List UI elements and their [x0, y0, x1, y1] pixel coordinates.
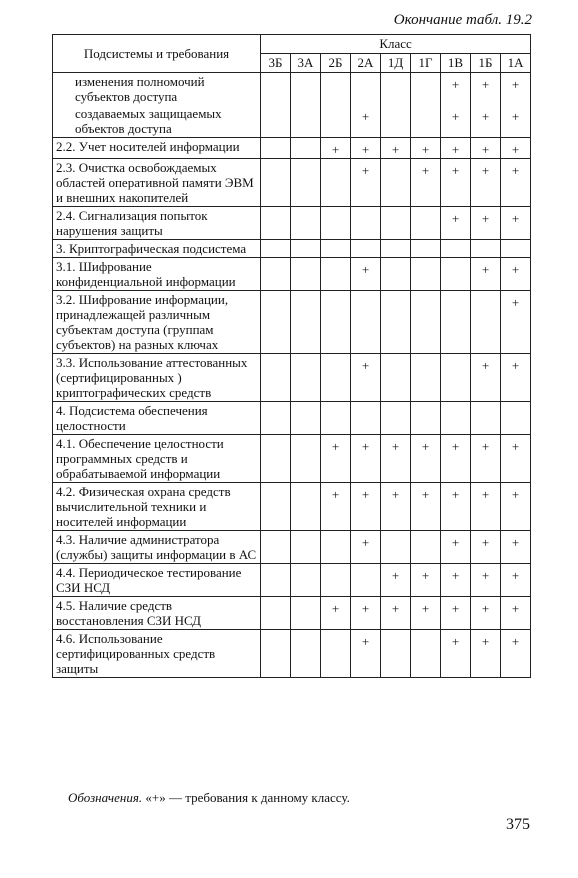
class-mark-cell: + [381, 597, 411, 630]
class-mark-cell: + [441, 483, 471, 531]
class-mark-cell [321, 354, 351, 402]
class-mark-cell: + [411, 597, 441, 630]
class-mark-cell [291, 564, 321, 597]
requirement-cell: 4. Подсистема обеспечения целостности [53, 402, 261, 435]
class-mark-cell [291, 138, 321, 159]
requirement-cell: 4.4. Периодическое тестирование СЗИ НСД [53, 564, 261, 597]
class-mark-cell: + [441, 531, 471, 564]
class-mark-cell: + [471, 258, 501, 291]
class-mark-cell [321, 240, 351, 258]
class-mark-cell [411, 73, 441, 106]
class-mark-cell [291, 258, 321, 291]
class-mark-cell [261, 73, 291, 106]
class-mark-cell: + [381, 138, 411, 159]
class-mark-cell [411, 291, 441, 354]
class-mark-cell [501, 240, 531, 258]
class-mark-cell: + [471, 73, 501, 106]
class-mark-cell [321, 258, 351, 291]
table-body [53, 73, 531, 678]
class-mark-cell: + [351, 435, 381, 483]
class-mark-cell [291, 531, 321, 564]
class-header-cell: 1В [441, 54, 471, 73]
class-mark-cell: + [471, 207, 501, 240]
class-mark-cell: + [471, 138, 501, 159]
table-row [53, 73, 531, 106]
class-mark-cell [471, 402, 501, 435]
class-mark-cell [411, 240, 441, 258]
class-mark-cell [291, 630, 321, 678]
class-mark-cell: + [501, 291, 531, 354]
page-number: 375 [506, 816, 530, 833]
class-mark-cell: + [471, 597, 501, 630]
class-mark-cell [381, 207, 411, 240]
class-mark-cell [261, 564, 291, 597]
class-mark-cell [321, 402, 351, 435]
class-mark-cell [381, 402, 411, 435]
class-mark-cell: + [321, 138, 351, 159]
requirement-cell: 2.3. Очистка освобождаемых областей оперативной памяти ЭВМ и внешних накопителей [53, 159, 261, 207]
table-row [53, 354, 531, 402]
class-mark-cell: + [381, 564, 411, 597]
class-mark-cell: + [501, 564, 531, 597]
class-mark-cell [411, 105, 441, 138]
class-mark-cell [291, 354, 321, 402]
class-mark-cell: + [351, 597, 381, 630]
class-mark-cell [441, 258, 471, 291]
class-mark-cell [351, 207, 381, 240]
class-mark-cell: + [351, 630, 381, 678]
class-mark-cell: + [441, 73, 471, 106]
table-row [53, 207, 531, 240]
table-row [53, 597, 531, 630]
class-mark-cell [291, 73, 321, 106]
class-header-cell: 3Б [261, 54, 291, 73]
class-mark-cell [441, 354, 471, 402]
class-mark-cell: + [351, 531, 381, 564]
class-mark-cell [261, 531, 291, 564]
requirement-cell: 4.5. Наличие средств восстановления СЗИ НСД [53, 597, 261, 630]
class-mark-cell [321, 105, 351, 138]
class-mark-cell [261, 138, 291, 159]
class-mark-cell [291, 402, 321, 435]
class-mark-cell: + [351, 159, 381, 207]
class-header-cell: 2А [351, 54, 381, 73]
class-mark-cell [261, 435, 291, 483]
class-mark-cell [351, 564, 381, 597]
table-row [53, 564, 531, 597]
class-mark-cell [381, 105, 411, 138]
class-mark-cell: + [471, 564, 501, 597]
class-mark-cell [321, 159, 351, 207]
table-row [53, 291, 531, 354]
class-mark-cell: + [471, 483, 501, 531]
class-mark-cell [261, 630, 291, 678]
class-mark-cell [471, 291, 501, 354]
class-mark-cell: + [411, 138, 441, 159]
class-mark-cell [381, 240, 411, 258]
class-mark-cell [321, 73, 351, 106]
class-mark-cell: + [501, 105, 531, 138]
class-mark-cell [351, 240, 381, 258]
class-mark-cell: + [501, 138, 531, 159]
class-mark-cell [321, 630, 351, 678]
class-mark-cell [291, 597, 321, 630]
requirement-cell: 3.3. Использование аттестованных (сертифицированных ) криптографических средств [53, 354, 261, 402]
class-mark-cell: + [441, 159, 471, 207]
class-mark-cell [381, 258, 411, 291]
class-mark-cell: + [411, 159, 441, 207]
class-mark-cell [261, 291, 291, 354]
requirement-cell: 4.2. Физическая охрана средств вычислительной техники и носителей информации [53, 483, 261, 531]
legend-text: «+» — требования к данному классу. [145, 790, 350, 805]
class-mark-cell: + [441, 207, 471, 240]
class-mark-cell: + [441, 105, 471, 138]
class-mark-cell: + [351, 483, 381, 531]
class-mark-cell: + [501, 207, 531, 240]
class-mark-cell: + [411, 564, 441, 597]
class-mark-cell: + [351, 138, 381, 159]
class-mark-cell [261, 258, 291, 291]
class-mark-cell: + [351, 258, 381, 291]
class-mark-cell: + [441, 435, 471, 483]
class-mark-cell: + [441, 138, 471, 159]
requirement-cell: 4.1. Обеспечение целостности программных средств и обрабатываемой информации [53, 435, 261, 483]
class-mark-cell [261, 354, 291, 402]
table-row [53, 159, 531, 207]
class-header-cell: 1А [501, 54, 531, 73]
class-mark-cell [381, 73, 411, 106]
requirement-cell: 2.4. Сигнализация попыток нарушения защиты [53, 207, 261, 240]
table-row [53, 105, 531, 138]
class-group-header: Класс [261, 35, 531, 54]
class-mark-cell: + [471, 630, 501, 678]
table-row [53, 531, 531, 564]
class-mark-cell [321, 291, 351, 354]
class-header-cell: 2Б [321, 54, 351, 73]
class-mark-cell [261, 207, 291, 240]
class-mark-cell: + [321, 483, 351, 531]
class-mark-cell [351, 291, 381, 354]
class-mark-cell [411, 207, 441, 240]
class-mark-cell: + [441, 564, 471, 597]
class-mark-cell [321, 207, 351, 240]
class-mark-cell [501, 402, 531, 435]
class-mark-cell [441, 291, 471, 354]
table-row [53, 138, 531, 159]
class-mark-cell [261, 402, 291, 435]
class-header-cell: 3А [291, 54, 321, 73]
class-mark-cell [261, 240, 291, 258]
requirement-cell: 4.3. Наличие администратора (службы) защиты информации в АС [53, 531, 261, 564]
class-mark-cell [471, 240, 501, 258]
class-mark-cell: + [471, 105, 501, 138]
class-header-cell: 1Д [381, 54, 411, 73]
table-row [53, 402, 531, 435]
class-mark-cell: + [501, 531, 531, 564]
class-mark-cell [291, 291, 321, 354]
class-mark-cell [441, 402, 471, 435]
table-caption: Окончание табл. 19.2 [393, 12, 532, 28]
table-row [53, 630, 531, 678]
class-mark-cell [381, 354, 411, 402]
table-row [53, 258, 531, 291]
requirement-cell: создаваемых защищаемых объектов доступа [53, 105, 261, 138]
class-mark-cell: + [411, 435, 441, 483]
class-mark-cell [381, 630, 411, 678]
requirements-column-header: Подсистемы и требования [53, 35, 261, 73]
class-mark-cell: + [471, 354, 501, 402]
class-mark-cell: + [381, 435, 411, 483]
legend-note [68, 790, 350, 806]
class-mark-cell: + [321, 597, 351, 630]
requirement-cell: изменения полномочий субъектов доступа [53, 73, 261, 106]
table-row [53, 240, 531, 258]
class-header-cell: 1Б [471, 54, 501, 73]
class-mark-cell [291, 159, 321, 207]
class-mark-cell [351, 73, 381, 106]
requirements-table [52, 34, 531, 678]
class-mark-cell: + [501, 630, 531, 678]
class-mark-cell [261, 159, 291, 207]
class-mark-cell: + [351, 105, 381, 138]
class-mark-cell: + [501, 258, 531, 291]
class-mark-cell [381, 531, 411, 564]
class-mark-cell [381, 291, 411, 354]
class-mark-cell: + [501, 435, 531, 483]
class-mark-cell: + [441, 597, 471, 630]
class-mark-cell [261, 597, 291, 630]
class-mark-cell [291, 207, 321, 240]
class-mark-cell [291, 105, 321, 138]
requirement-cell: 3.1. Шифрование конфиденциальной информации [53, 258, 261, 291]
class-mark-cell: + [501, 73, 531, 106]
requirement-cell: 3.2. Шифрование информации, принадлежащей различным субъектам доступа (группам субъектов) на разных ключах [53, 291, 261, 354]
requirement-cell: 3. Криптографическая подсистема [53, 240, 261, 258]
class-mark-cell: + [321, 435, 351, 483]
class-mark-cell: + [501, 354, 531, 402]
class-mark-cell: + [501, 483, 531, 531]
class-mark-cell [321, 531, 351, 564]
class-mark-cell [411, 531, 441, 564]
class-mark-cell: + [411, 483, 441, 531]
class-mark-cell [261, 105, 291, 138]
legend-label: Обозначения. [68, 790, 143, 805]
class-header-cell: 1Г [411, 54, 441, 73]
class-mark-cell [411, 402, 441, 435]
class-mark-cell: + [501, 159, 531, 207]
class-mark-cell: + [381, 483, 411, 531]
class-mark-cell: + [501, 597, 531, 630]
requirement-cell: 4.6. Использование сертифицированных средств защиты [53, 630, 261, 678]
class-mark-cell [351, 402, 381, 435]
class-mark-cell [291, 240, 321, 258]
class-mark-cell [261, 483, 291, 531]
table-row [53, 483, 531, 531]
class-mark-cell: + [441, 630, 471, 678]
class-mark-cell [381, 159, 411, 207]
class-mark-cell [411, 354, 441, 402]
class-mark-cell [321, 564, 351, 597]
class-mark-cell [291, 483, 321, 531]
class-mark-cell [291, 435, 321, 483]
class-mark-cell: + [471, 159, 501, 207]
class-mark-cell [411, 258, 441, 291]
class-mark-cell [441, 240, 471, 258]
class-mark-cell: + [471, 531, 501, 564]
class-mark-cell: + [351, 354, 381, 402]
class-mark-cell: + [471, 435, 501, 483]
table-row [53, 435, 531, 483]
requirement-cell: 2.2. Учет носителей информации [53, 138, 261, 159]
class-mark-cell [411, 630, 441, 678]
